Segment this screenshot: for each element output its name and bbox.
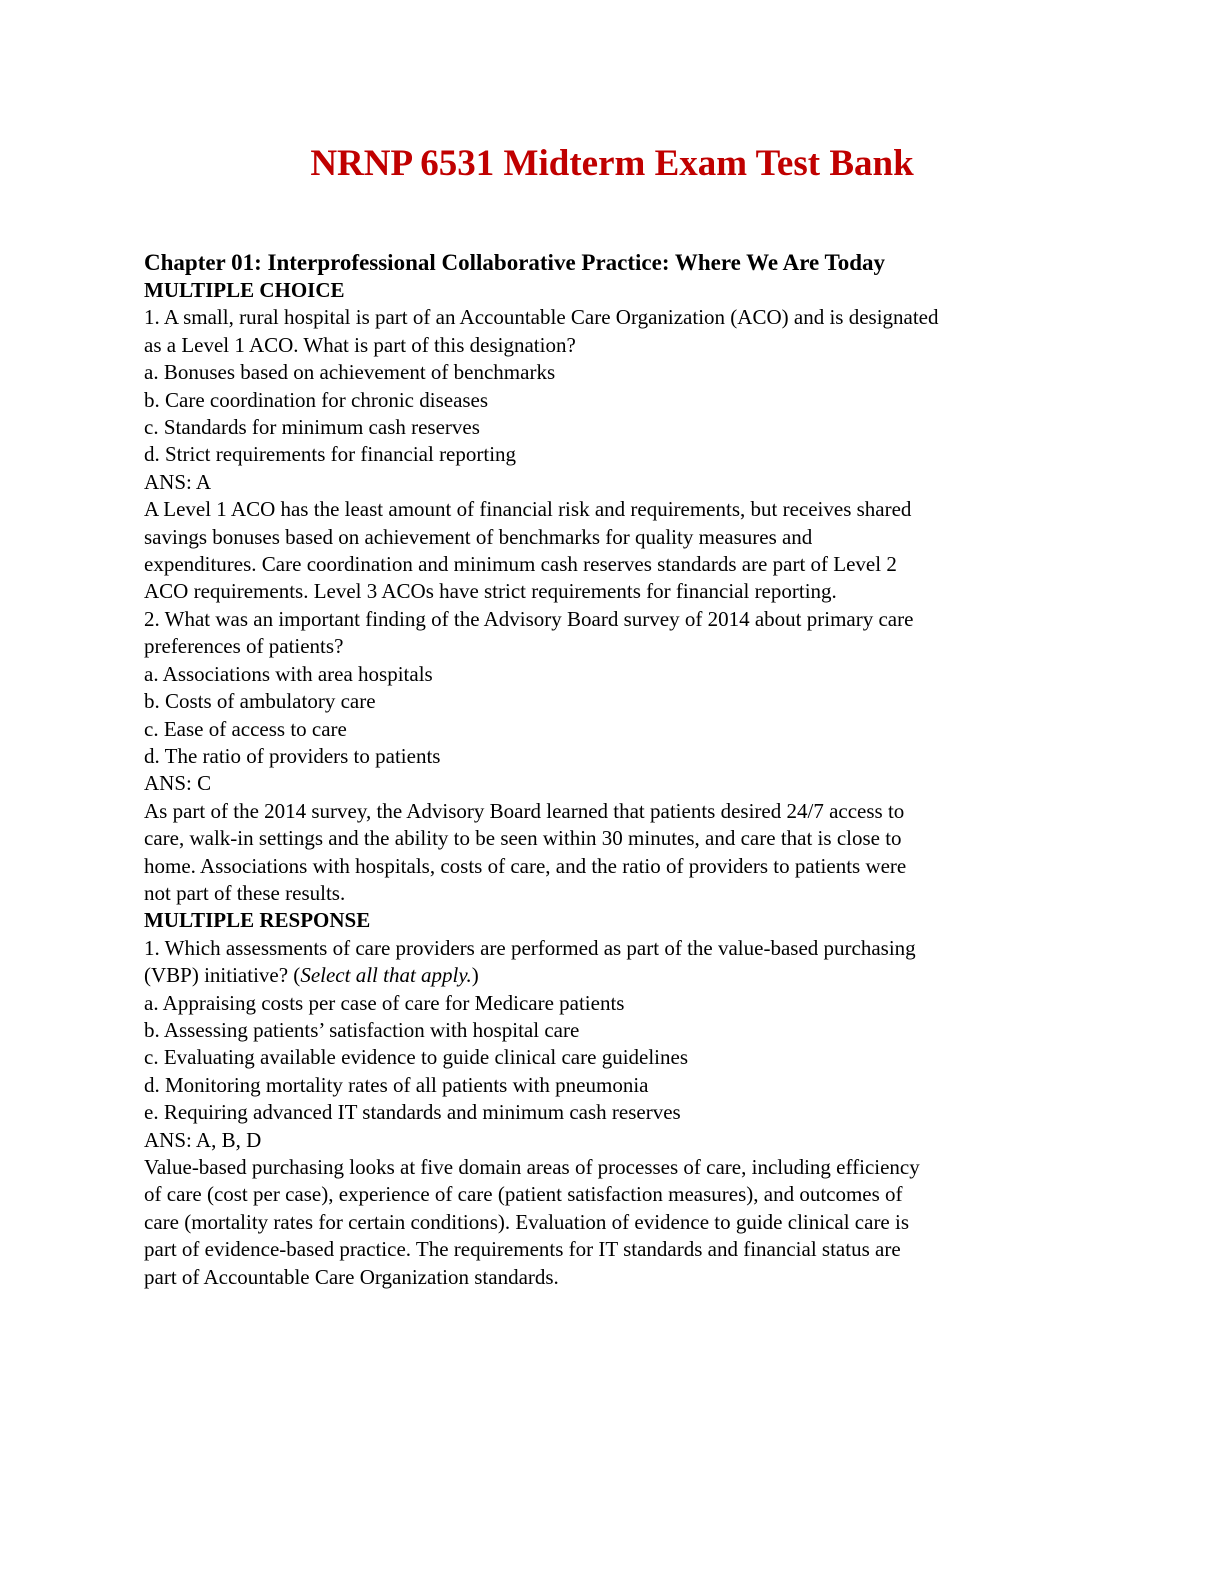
mc-question-2 bbox=[144, 606, 1084, 907]
answer-option: b. Care coordination for chronic diseases bbox=[144, 387, 489, 412]
question-stem-line: 1. A small, rural hospital is part of an Accountable Care Organization (ACO) and is designated bbox=[144, 305, 939, 330]
answer-key: ANS: A bbox=[144, 469, 212, 494]
question-stem-line: preferences of patients? bbox=[144, 634, 344, 659]
question-stem-line: 1. Which assessments of care providers are performed as part of the value-based purchasing bbox=[144, 935, 916, 960]
rationale-line: ACO requirements. Level 3 ACOs have strict requirements for financial reporting. bbox=[144, 579, 837, 604]
rationale-line: expenditures. Care coordination and minimum cash reserves standards are part of Level 2 bbox=[144, 552, 897, 577]
answer-option: c. Evaluating available evidence to guide clinical care guidelines bbox=[144, 1045, 689, 1070]
multiple-choice-heading: MULTIPLE CHOICE bbox=[144, 278, 345, 302]
question-stem-line bbox=[144, 962, 1084, 989]
answer-option: d. Strict requirements for financial reporting bbox=[144, 442, 517, 467]
answer-option: a. Associations with area hospitals bbox=[144, 661, 433, 686]
stem-suffix: ) bbox=[471, 963, 479, 988]
rationale-line: care, walk-in settings and the ability to be seen within 30 minutes, and care that is close to bbox=[144, 826, 902, 851]
answer-key: ANS: A, B, D bbox=[144, 1127, 262, 1152]
rationale-line: A Level 1 ACO has the least amount of financial risk and requirements, but receives shared bbox=[144, 497, 912, 522]
rationale-line: not part of these results. bbox=[144, 880, 346, 905]
answer-option: c. Standards for minimum cash reserves bbox=[144, 415, 480, 440]
mr-question-1 bbox=[144, 935, 1084, 1291]
answer-option: a. Bonuses based on achievement of benchmarks bbox=[144, 360, 556, 385]
answer-option: e. Requiring advanced IT standards and minimum cash reserves bbox=[144, 1100, 681, 1125]
stem-prefix: (VBP) initiative? ( bbox=[144, 963, 301, 988]
answer-option: c. Ease of access to care bbox=[144, 716, 347, 741]
rationale-line: part of evidence-based practice. The requirements for IT standards and financial status are bbox=[144, 1237, 901, 1262]
answer-option: d. Monitoring mortality rates of all patients with pneumonia bbox=[144, 1072, 649, 1097]
document-title: NRNP 6531 Midterm Exam Test Bank bbox=[310, 143, 914, 184]
rationale-line: As part of the 2014 survey, the Advisory Board learned that patients desired 24/7 access to bbox=[144, 798, 905, 823]
document-body bbox=[144, 249, 1084, 1291]
rationale-line: care (mortality rates for certain conditions). Evaluation of evidence to guide clinical care is bbox=[144, 1209, 910, 1234]
rationale-line: of care (cost per case), experience of care (patient satisfaction measures), and outcomes of bbox=[144, 1182, 903, 1207]
answer-option: b. Assessing patients’ satisfaction with hospital care bbox=[144, 1017, 580, 1042]
rationale-line: savings bonuses based on achievement of benchmarks for quality measures and bbox=[144, 524, 813, 549]
question-stem-line: 2. What was an important finding of the Advisory Board survey of 2014 about primary care bbox=[144, 606, 914, 631]
rationale-line: part of Accountable Care Organization standards. bbox=[144, 1264, 559, 1289]
answer-key: ANS: C bbox=[144, 771, 212, 796]
chapter-heading: Chapter 01: Interprofessional Collaborative Practice: Where We Are Today bbox=[144, 250, 886, 275]
mc-question-1 bbox=[144, 304, 1084, 605]
question-stem-line: as a Level 1 ACO. What is part of this designation? bbox=[144, 332, 576, 357]
multiple-response-heading: MULTIPLE RESPONSE bbox=[144, 908, 371, 933]
answer-option: a. Appraising costs per case of care for Medicare patients bbox=[144, 990, 625, 1015]
answer-option: b. Costs of ambulatory care bbox=[144, 689, 376, 714]
rationale-line: home. Associations with hospitals, costs of care, and the ratio of providers to patients were bbox=[144, 853, 907, 878]
answer-option: d. The ratio of providers to patients bbox=[144, 743, 441, 768]
select-all-instruction: Select all that apply. bbox=[300, 963, 472, 988]
rationale-line: Value-based purchasing looks at five domain areas of processes of care, including efficiency bbox=[144, 1155, 920, 1179]
